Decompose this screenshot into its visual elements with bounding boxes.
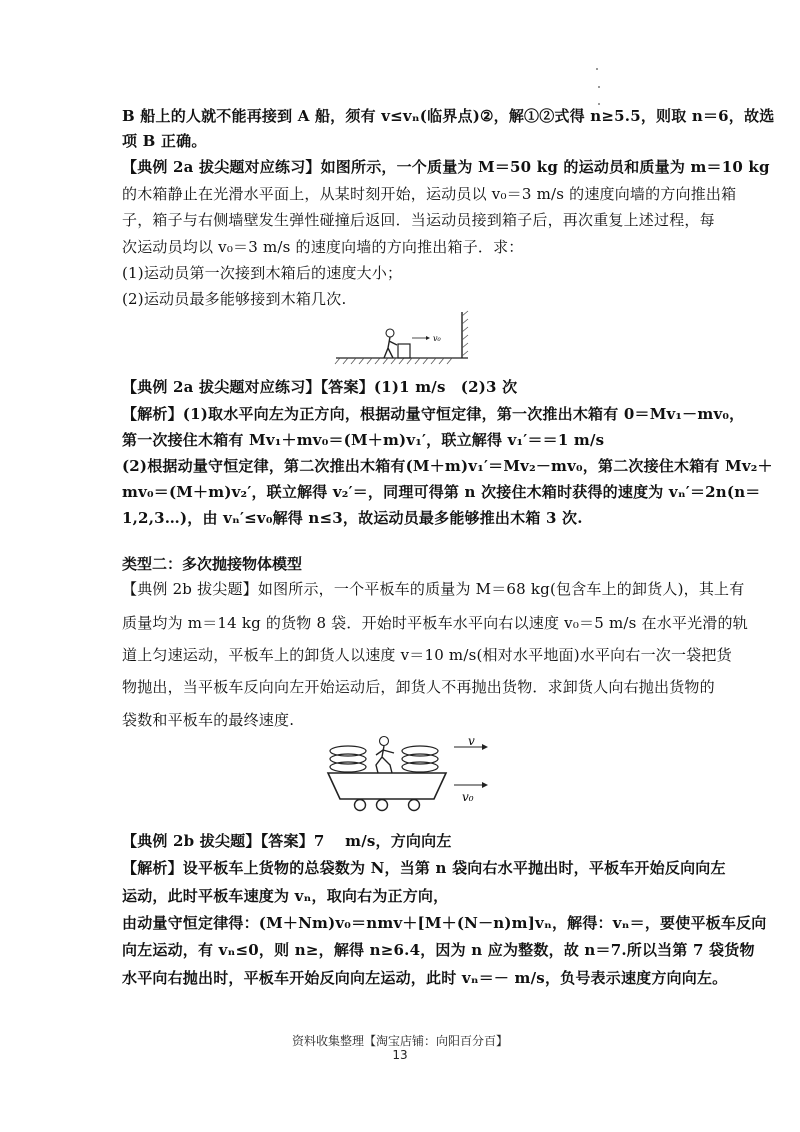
example-2b-line3: 道上匀速运动，平板车上的卸货人以速度 v＝10 m/s(相对水平地面)水平向右一次一袋把货 bbox=[122, 646, 732, 664]
solution-2b-line1: 【解析】设平板车上货物的总袋数为 N，当第 n 袋向右水平抛出时，平板车开始反向向左 bbox=[122, 859, 726, 877]
para1-line2: 项 B 正确。 bbox=[122, 132, 207, 150]
answer-2b: 【典例 2b 拔尖题】【答案】7 m/s，方向向左 bbox=[122, 832, 452, 850]
scan-mark bbox=[596, 68, 598, 70]
answer-2a: 【典例 2a 拔尖题对应练习】【答案】(1)1 m/s (2)3 次 bbox=[122, 378, 518, 396]
example-2a-question1: (1)运动员第一次接到木箱后的速度大小； bbox=[122, 264, 403, 282]
section-heading: 类型二：多次抛接物体模型 bbox=[122, 555, 303, 573]
example-2b-line1: 【典例 2b 拔尖题】如图所示，一个平板车的质量为 M＝68 kg(包含车上的卸货人)，其上有 bbox=[122, 580, 745, 598]
example-2a-line2: 的木箱静止在光滑水平面上，从某时刻开始，运动员以 v₀＝3 m/s 的速度向墙的方向推出箱 bbox=[122, 185, 737, 203]
cart-cargo-figure bbox=[322, 733, 502, 823]
page-number: 13 bbox=[392, 1048, 408, 1062]
solution-2a-line5: 1,2,3…)，由 vₙ′≤v₀解得 n≤3，故运动员最多能够推出木箱 3 次. bbox=[122, 509, 583, 527]
example-2b-line2: 质量均为 m＝14 kg 的货物 8 袋．开始时平板车水平向右以速度 v₀＝5 m/s 在水平光滑的轨 bbox=[122, 614, 748, 632]
scan-mark bbox=[598, 86, 600, 88]
solution-2b-line2: 运动，此时平板车速度为 vₙ，取向右为正方向， bbox=[122, 887, 449, 905]
solution-2b-line3: 由动量守恒定律得：(M＋Nm)v₀＝nmv＋[M＋(N－n)m]vₙ，解得：vₙ＝，要使平板车反向 bbox=[122, 914, 767, 932]
figure2-cart-velocity-label: v₀ bbox=[462, 790, 474, 804]
example-2a-question2: (2)运动员最多能够接到木箱几次. bbox=[122, 290, 347, 308]
solution-2b-line5: 水平向右抛出时，平板车开始反向向左运动，此时 vₙ＝－ m/s，负号表示速度方向向左。 bbox=[122, 969, 728, 987]
solution-2a-line1: 【解析】(1)取水平向左为正方向，根据动量守恒定律，第一次推出木箱有 0＝Mv₁－mv₀， bbox=[122, 405, 745, 423]
example-2b-line5: 袋数和平板车的最终速度. bbox=[122, 711, 295, 729]
para1-line1: B 船上的人就不能再接到 A 船，须有 v≤vₙ(临界点)②，解①②式得 n≥5.5，则取 n＝6，故选 bbox=[122, 107, 775, 125]
example-2a-line3: 子，箱子与右侧墙壁发生弹性碰撞后返回．当运动员接到箱子后，再次重复上述过程，每 bbox=[122, 211, 715, 229]
example-2a-line1: 【典例 2a 拔尖题对应练习】如图所示，一个质量为 M＝50 kg 的运动员和质量为 m＝10 kg bbox=[122, 158, 770, 176]
athlete-box-wall-figure bbox=[330, 308, 480, 368]
solution-2b-line4: 向左运动，有 vₙ≤0，则 n≥，解得 n≥6.4，因为 n 应为整数，故 n＝7.所以当第 7 袋货物 bbox=[122, 941, 755, 959]
example-2a-line4: 次运动员均以 v₀＝3 m/s 的速度向墙的方向推出箱子．求： bbox=[122, 238, 524, 256]
solution-2a-line4: mv₀＝(M＋m)v₂′，联立解得 v₂′＝，同理可得第 n 次接住木箱时获得的速度为 vₙ′＝2n(n＝ bbox=[122, 483, 761, 501]
solution-2a-line2: 第一次接住木箱有 Mv₁＋mv₀＝(M＋m)v₁′，联立解得 v₁′＝＝1 m/s bbox=[122, 431, 605, 449]
figure1-velocity-label: v₀ bbox=[433, 334, 441, 343]
solution-2a-line3: (2)根据动量守恒定律，第二次推出木箱有(M＋m)v₁′＝Mv₂－mv₀，第二次接住木箱有 Mv₂＋ bbox=[122, 457, 773, 475]
example-2b-line4: 物抛出，当平板车反向向左开始运动后，卸货人不再抛出货物．求卸货人向右抛出货物的 bbox=[122, 678, 715, 696]
figure2-cargo-velocity-label: v bbox=[468, 734, 475, 748]
footer-source: 资料收集整理【淘宝店铺：向阳百分百】 bbox=[291, 1034, 508, 1048]
